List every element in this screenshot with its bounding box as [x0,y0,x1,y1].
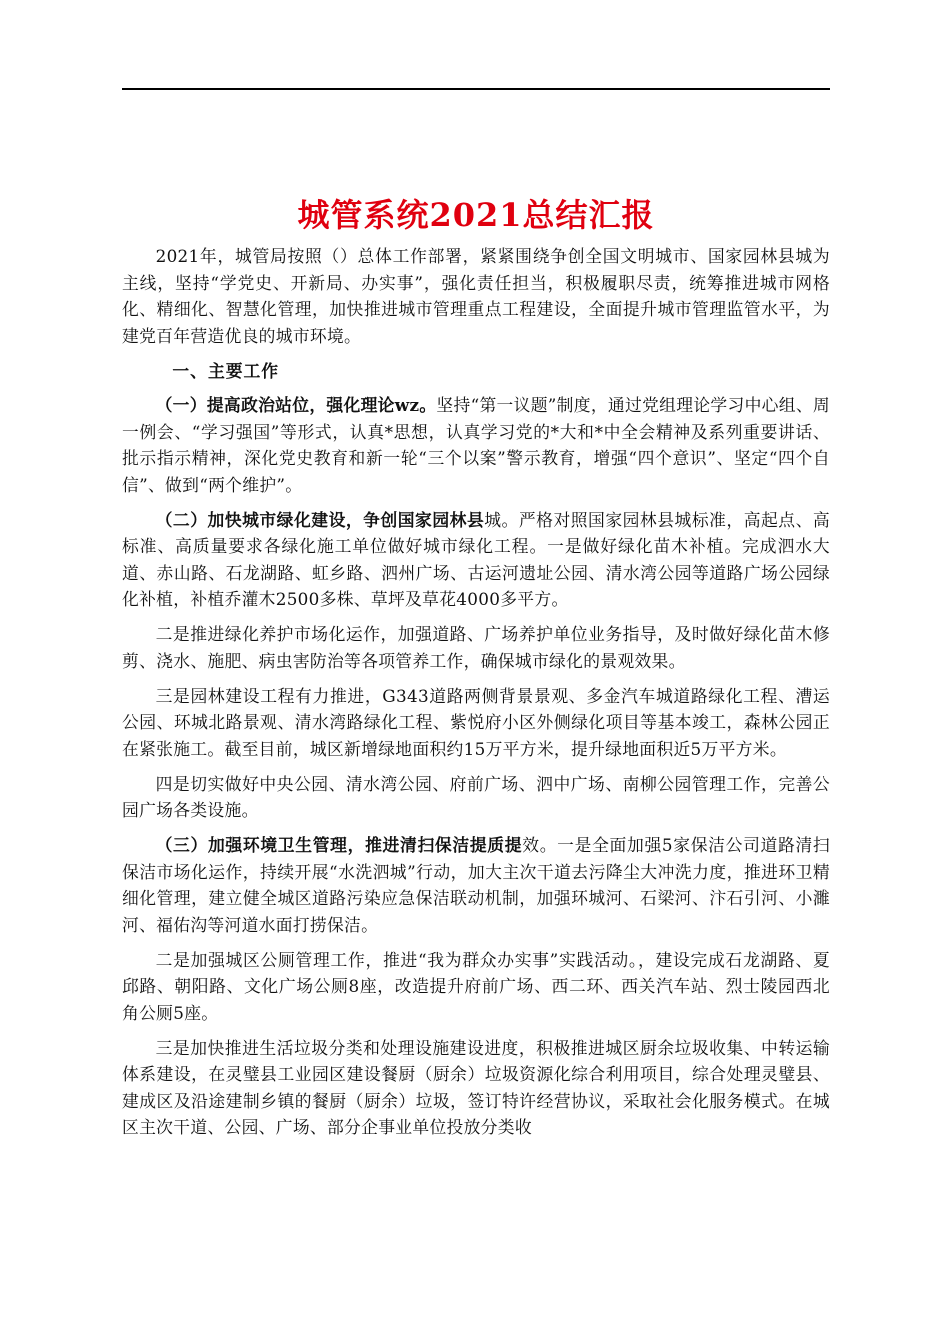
item-three-lead: （三）加强环境卫生管理，推进清扫保洁提质提 [155,835,523,855]
item-two-paragraph-2: 二是推进绿化养护市场化运作，加强道路、广场养护单位业务指导，及时做好绿化苗木修剪、浇水、施肥、病虫害防治等各项管养工作，确保城市绿化的景观效果。 [122,624,830,671]
item-two-paragraph-3: 三是园林建设工程有力推进，G343道路两侧背景景观、多金汽车城道路绿化工程、漕运公园、环城北路景观、清水湾路绿化工程、紫悦府小区外侧绿化项目等基本竣工，森林公园正在紧张施工。截至目前，城区新增绿地面积约15万平方米，提升绿地面积近5万平方米。 [122,685,830,759]
section-heading-main-work: 一、主要工作 [172,360,280,381]
document-body [122,188,830,1149]
header-rule [122,88,830,90]
item-two-lead: （二）加快城市绿化建设，争创国家园林县 [155,509,485,530]
item-three-body: 效。一是全面加强5家保洁公司道路清扫保洁市场化运作，持续开展“水洗泗城”行动，加大主次干道去污降尘大冲洗力度，推进环卫精细化管理，建立健全城区道路污染应急保洁联动机制，加强环城河、石梁河、汴石引河、小濉河、福佑沟等河道水面打捞保洁。 [122,835,831,935]
item-one-body: 坚持“第一议题”制度，通过党组理论学习中心组、周一例会、“学习强国”等形式，认真*思想，认真学习党的*大和*中全会精神及系列重要讲话、批示指示精神，深化党史教育和新一轮“三个以案”警示教育，增强“四个意识”、坚定“四个自信”、做到“两个维护”。 [122,395,830,495]
item-one-paragraph [122,392,830,498]
item-two-paragraph [122,507,830,613]
item-two-paragraph-4: 四是切实做好中央公园、清水湾公园、府前广场、泗中广场、南柳公园管理工作，完善公园广场各类设施。 [122,773,830,820]
intro-paragraph: 2021年，城管局按照（）总体工作部署，紧紧围绕争创全国文明城市、国家园林县城为主线，坚持“学党史、开新局、办实事”，强化责任担当，积极履职尽责，统筹推进城市网格化、精细化、智慧化管理，加快推进城市管理重点工程建设，全面提升城市管理监管水平，为建党百年营造优良的城市环境。 [122,246,830,346]
item-three-paragraph [122,832,830,938]
item-three-paragraph-3: 三是加快推进生活垃圾分类和处理设施建设进度，积极推进城区厨余垃圾收集、中转运输体系建设，在灵璧县工业园区建设餐厨（厨余）垃圾资源化综合利用项目，综合处理灵璧县、建成区及沿途建制乡镇的餐厨（厨余）垃圾，签订特许经营协议，采取社会化服务模式。在城区主次干道、公园、广场、部分企事业单位投放分类收 [122,1037,830,1137]
item-three-paragraph-2: 二是加强城区公厕管理工作，推进“我为群众办实事”实践活动。，建设完成石龙湖路、夏邱路、朝阳路、文化广场公厕8座，改造提升府前广场、西二环、西关汽车站、烈士陵园西北角公厕5座。 [122,949,830,1023]
item-two-body: 城。严格对照国家园林县城标准，高起点、高标准、高质量要求各绿化施工单位做好城市绿化工程。一是做好绿化苗木补植。完成泗水大道、赤山路、石龙湖路、虹乡路、泗州广场、古运河遗址公园、清水湾公园等道路广场公园绿化补植，补植乔灌木2500多株、草坪及草花4000多平方。 [122,509,830,609]
item-one-lead: （一）提高政治站位，强化理论wz。 [155,395,437,415]
document-title: 城管系统2021总结汇报 [297,196,655,234]
